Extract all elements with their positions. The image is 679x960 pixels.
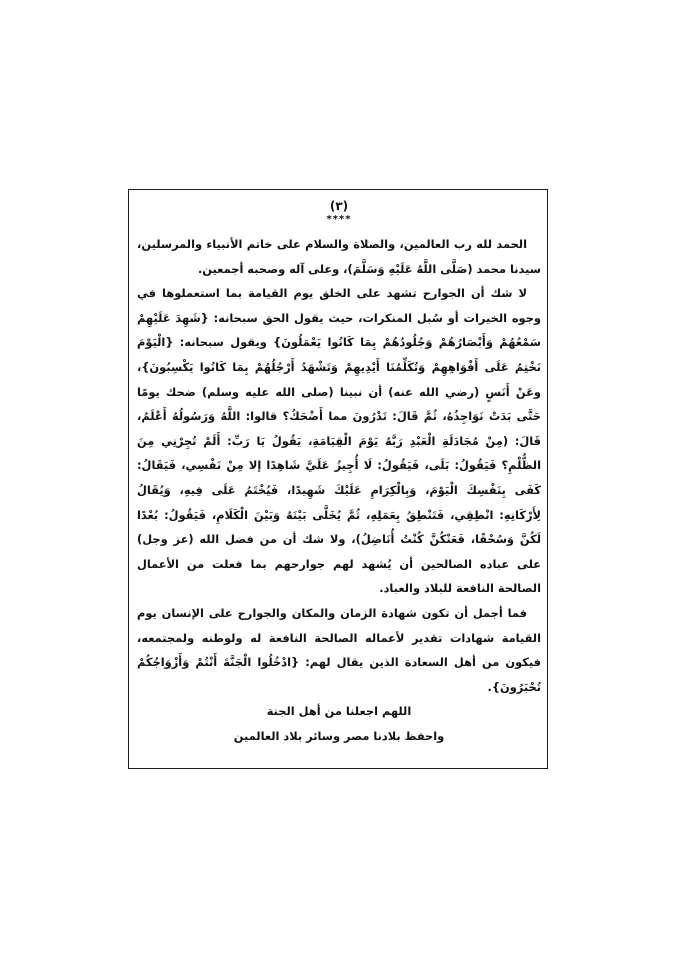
page-number: (٣) [329, 199, 349, 213]
prayer-line-2: واحفظ بلادنا مصر وسائر بلاد العالمين [233, 728, 445, 743]
page-frame [128, 189, 548, 769]
paragraph-closing: فما أجمل أن تكون شهادة الزمان والمكان والجوارح على الإنسان يوم القيامة شهادات تقدير لأعماله الصالحة النافعة له ولوطنه ولمجتمعه، فيكون من أهل السعادة الذين يقال لهم: {ادْخُلُوا الْجَنَّةَ أَنْتُمْ وَأَزْوَاجُكُمْ تُحْبَرُونَ}. [137, 605, 541, 694]
paragraph-opening: الحمد لله رب العالمين، والصلاة والسلام على خاتم الأنبياء والمرسلين، سيدنا محمد (صَلَّى اللَّهُ عَلَيْهِ وَسَلَّمَ)، وعلى آله وصحبه أجمعين. [137, 237, 541, 276]
paragraph-body: لا شك أن الجوارح تشهد على الخلق يوم القيامة بما استعملوها في وجوه الخيرات أو سُبل المنكرات، حيث يقول الحق سبحانه: {شَهِدَ عَلَيْهِمْ سَمْعُهُمْ وَأَبْصَارُهُمْ وَجُلُودُهُمْ بِمَا كَانُوا يَعْمَلُونَ} ويقول سبحانه: {الْيَوْمَ نَخْتِمُ عَلَى أَفْوَاهِهِمْ وَتُكَلِّمُنَا أَيْدِيهِمْ وَتَشْهَدُ أَرْجُلُهُمْ بِمَا كَانُوا يَكْسِبُونَ}، وعَنْ أَنَسٍ (رضي الله عنه) أن نبينا (صلى الله عليه وسلم) ضحك يومًا حَتَّى بَدَتْ نَوَاجِذُهُ، ثُمَّ قَالَ: تَدْرُونَ مما أَضْحَكُ؟ قالوا: اللَّهُ وَرَسُولُهُ أَعْلَمُ، قَالَ: (مِنْ مُجَادَلَةِ الْعَبْدِ رَبَّهُ يَوْمَ الْقِيَامَةِ، يَقُولُ يَا رَبِّ: أَلَمْ تُجِرْنِي مِنَ الظُّلْمِ؟ فَيَقُولُ: بَلَى، فَيَقُولُ: لَا أُجِيزُ عَلَيَّ شَاهِدًا إلا مِنْ نَفْسِي، فَيَقَالُ: كَفَى بِنَفْسِكَ الْيَوْمَ، وَبِالْكِرَامِ عَلَيْكَ شَهِيدًا، فَيُخْتَمُ عَلَى فِيهِ، وَيُقَالُ لِأَرْكَانِهِ: انْطِقِي، فَتَنْطِقُ بِعَمَلِهِ، ثُمَّ يُخَلَّى بَيْنَهُ وَبَيْنَ الْكَلَامِ، فَيَقُولُ: بُعْدًا لَكُنَّ وَسُحْقًا، فَعَنْكُنَّ كُنْتُ أُنَاضِلُ)، ولا شك أن من فضل الله (عز وجل) على عباده الصالحين أن يُشهد لهم جوارحهم بما فعلت من الأعمال الصالحة النافعة للبلاد والعباد. [137, 286, 541, 596]
prayer-line-1: اللهم اجعلنا من أهل الجنة [266, 704, 412, 719]
separator-stars: **** [326, 214, 352, 225]
page-content [137, 198, 541, 748]
